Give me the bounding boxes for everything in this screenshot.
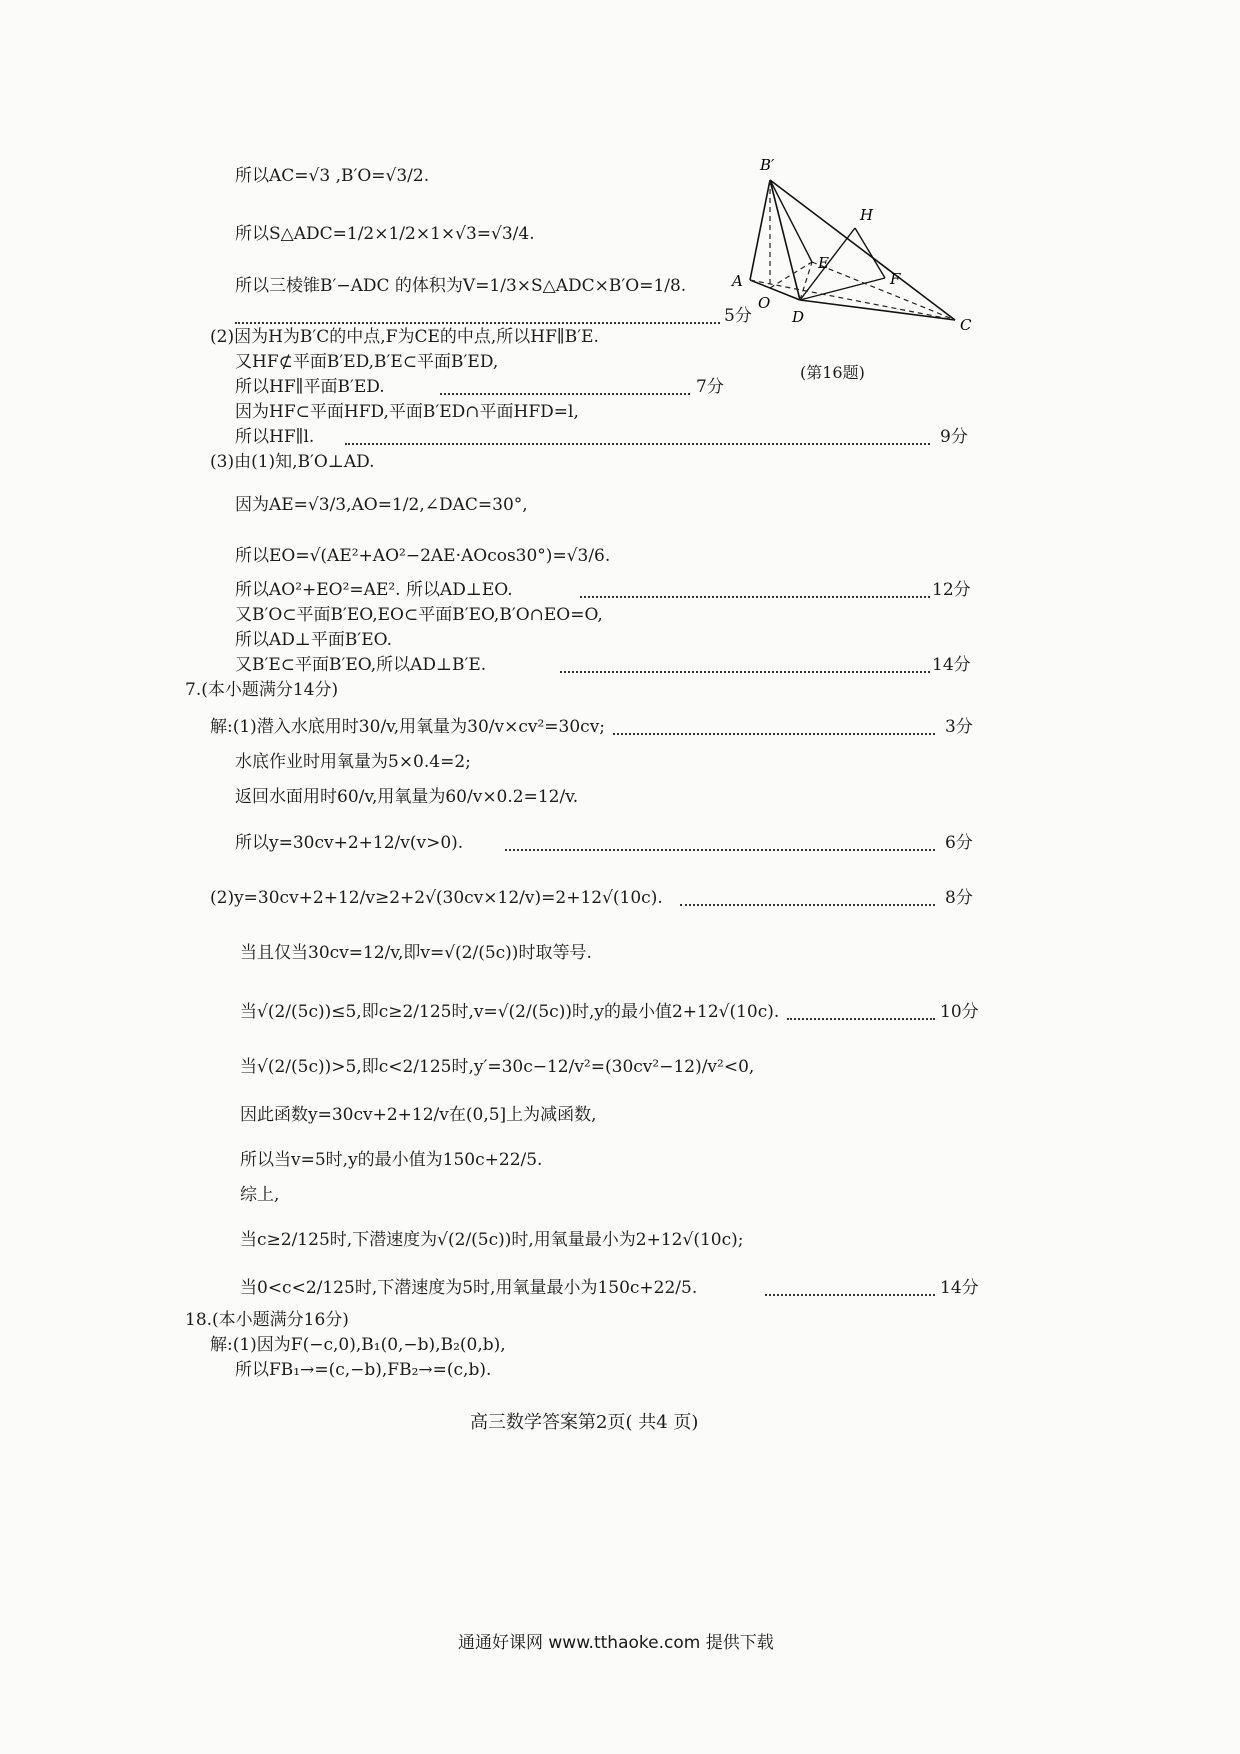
label-F: F	[890, 270, 901, 288]
score-leader-8	[680, 904, 935, 906]
solution-line-11: 所以EO=√(AE²+AO²−2AE·AOcos30°)=√3/6.	[235, 546, 611, 566]
solution-line-24: 当√(2/(5c))>5,即c<2/125时,y′=30c−12/v²=(30cv²−12)/v²<0,	[240, 1057, 755, 1077]
solution-line-29: 当0<c<2/125时,下潜速度为5时,用氧量最小为150c+22/5.	[240, 1278, 698, 1298]
edge-B-E	[770, 180, 812, 262]
solution-line-26: 所以当v=5时,y的最小值为150c+22/5.	[240, 1150, 543, 1170]
score-marker-8: 8分	[945, 888, 973, 908]
solution-line-6: 所以HF∥平面B′ED.	[235, 377, 385, 397]
solution-line-2: 所以S△ADC=1/2×1/2×1×√3=√3/4.	[235, 224, 535, 244]
solution-line-7: 因为HF⊂平面HFD,平面B′ED∩平面HFD=l,	[235, 402, 579, 422]
solution-line-25: 因此函数y=30cv+2+12/v在(0,5]上为减函数,	[240, 1105, 597, 1125]
label-O: O	[758, 294, 771, 312]
score-marker-9: 10分	[940, 1002, 979, 1022]
score-leader-5	[560, 671, 930, 673]
solution-line-30: 18.(本小题满分16分)	[185, 1310, 349, 1330]
label-E: E	[818, 254, 829, 272]
tetrahedron-figure	[730, 150, 990, 390]
score-leader-2	[440, 393, 690, 395]
score-marker-6: 3分	[945, 717, 973, 737]
score-marker-1: 5分	[724, 306, 752, 326]
label-H: H	[860, 206, 874, 224]
solution-line-27: 综上,	[240, 1185, 280, 1205]
solution-line-15: 又B′E⊂平面B′EO,所以AD⊥B′E.	[235, 655, 487, 675]
solution-line-14: 所以AD⊥平面B′EO.	[235, 630, 393, 650]
score-leader-1	[235, 322, 720, 324]
label-A: A	[732, 272, 743, 290]
solution-line-19: 返回水面用时60/v,用氧量为60/v×0.2=12/v.	[235, 787, 579, 807]
solution-line-10: 因为AE=√3/3,AO=1/2,∠DAC=30°,	[235, 495, 528, 515]
score-leader-4	[580, 596, 930, 598]
site-credit: 通通好课网 www.tthaoke.com 提供下载	[458, 1633, 774, 1653]
solution-line-20: 所以y=30cv+2+12/v(v>0).	[235, 833, 464, 853]
edge-D-F	[800, 278, 885, 300]
edge-B-A	[750, 180, 770, 280]
solution-line-1: 所以AC=√3 ,B′O=√3/2.	[235, 166, 430, 186]
score-leader-6	[613, 733, 935, 735]
edge-B-D	[770, 180, 800, 300]
solution-line-18: 水底作业时用氧量为5×0.4=2;	[235, 752, 471, 772]
label-D: D	[792, 308, 805, 326]
score-marker-2: 7分	[696, 377, 724, 397]
solution-line-9: (3)由(1)知,B′O⊥AD.	[210, 452, 375, 472]
page-footer: 高三数学答案第2页( 共4 页)	[470, 1412, 699, 1433]
score-marker-4: 12分	[932, 580, 971, 600]
solution-line-21: (2)y=30cv+2+12/v≥2+2√(30cv×12/v)=2+12√(10c).	[210, 888, 663, 908]
solution-line-3: 所以三棱锥B′−ADC 的体积为V=1/3×S△ADC×B′O=1/8.	[235, 276, 687, 296]
solution-line-23: 当√(2/(5c))≤5,即c≥2/125时,v=√(2/(5c))时,y的最小值2+12√(10c).	[240, 1002, 780, 1022]
solution-line-12: 所以AO²+EO²=AE². 所以AD⊥EO.	[235, 580, 513, 600]
score-marker-3: 9分	[940, 427, 968, 447]
figure-caption: (第16题)	[800, 363, 865, 382]
score-leader-9	[787, 1018, 935, 1020]
solution-line-13: 又B′O⊂平面B′EO,EO⊂平面B′EO,B′O∩EO=O,	[235, 605, 603, 625]
solution-line-31: 解:(1)因为F(−c,0),B₁(0,−b),B₂(0,b),	[210, 1335, 506, 1355]
score-marker-7: 6分	[945, 833, 973, 853]
score-leader-3	[345, 443, 930, 445]
solution-line-28: 当c≥2/125时,下潜速度为√(2/(5c))时,用氧量最小为2+12√(10c);	[240, 1230, 744, 1250]
solution-line-32: 所以FB₁→=(c,−b),FB₂→=(c,b).	[235, 1360, 492, 1380]
score-marker-5: 14分	[932, 655, 971, 675]
label-C: C	[960, 316, 972, 334]
solution-line-17: 解:(1)潜入水底用时30/v,用氧量为30/v×cv²=30cv;	[210, 717, 606, 737]
edge-H-F	[855, 228, 885, 278]
score-leader-10	[765, 1294, 935, 1296]
score-leader-7	[505, 849, 935, 851]
solution-line-5: 又HF⊄平面B′ED,B′E⊂平面B′ED,	[235, 352, 499, 372]
solution-line-22: 当且仅当30cv=12/v,即v=√(2/(5c))时取等号.	[240, 943, 592, 963]
label-B: B′	[760, 156, 775, 174]
solution-line-8: 所以HF∥l.	[235, 427, 315, 447]
score-marker-10: 14分	[940, 1278, 979, 1298]
solution-line-16: 7.(本小题满分14分)	[185, 680, 339, 700]
solution-line-4: (2)因为H为B′C的中点,F为CE的中点,所以HF∥B′E.	[210, 327, 599, 347]
